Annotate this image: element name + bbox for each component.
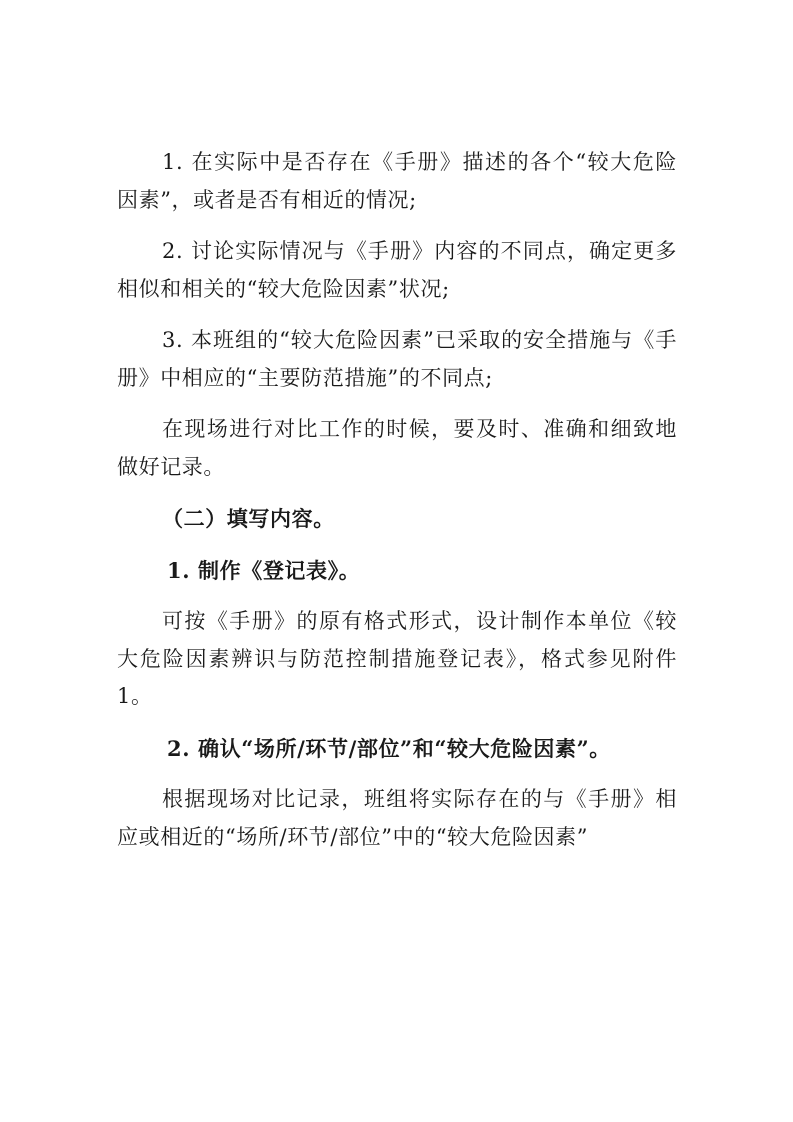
paragraph-discuss-differences: 2. 讨论实际情况与《手册》内容的不同点，确定更多相似和相关的“较大危险因素”状况; — [117, 239, 677, 301]
paragraph-compare-measures: 3. 本班组的“较大危险因素”已采取的安全措施与《手册》中相应的“主要防范措施”的不同点; — [117, 328, 677, 390]
paragraph-check-existence: 1. 在实际中是否存在《手册》描述的各个“较大危险因素”，或者是否有相近的情况; — [117, 150, 677, 212]
item1-heading: 1. 制作《登记表》。 — [167, 557, 361, 583]
item1-text: 可按《手册》的原有格式形式，设计制作本单位《较大危险因素辨识与防范控制措施登记表》，格式参见附件 1。 — [117, 609, 677, 708]
item2-text: 根据现场对比记录，班组将实际存在的与《手册》相应或相近的“场所/环节/部位”中的“较大危险因素” — [117, 787, 677, 849]
paragraph-record-keeping: 在现场进行对比工作的时候，要及时、准确和细致地做好记录。 — [117, 417, 677, 479]
item2-heading: 2. 确认“场所/环节/部位”和“较大危险因素”。 — [167, 735, 611, 761]
section-heading: （二）填写内容。 — [162, 506, 335, 531]
document-body — [117, 144, 677, 856]
